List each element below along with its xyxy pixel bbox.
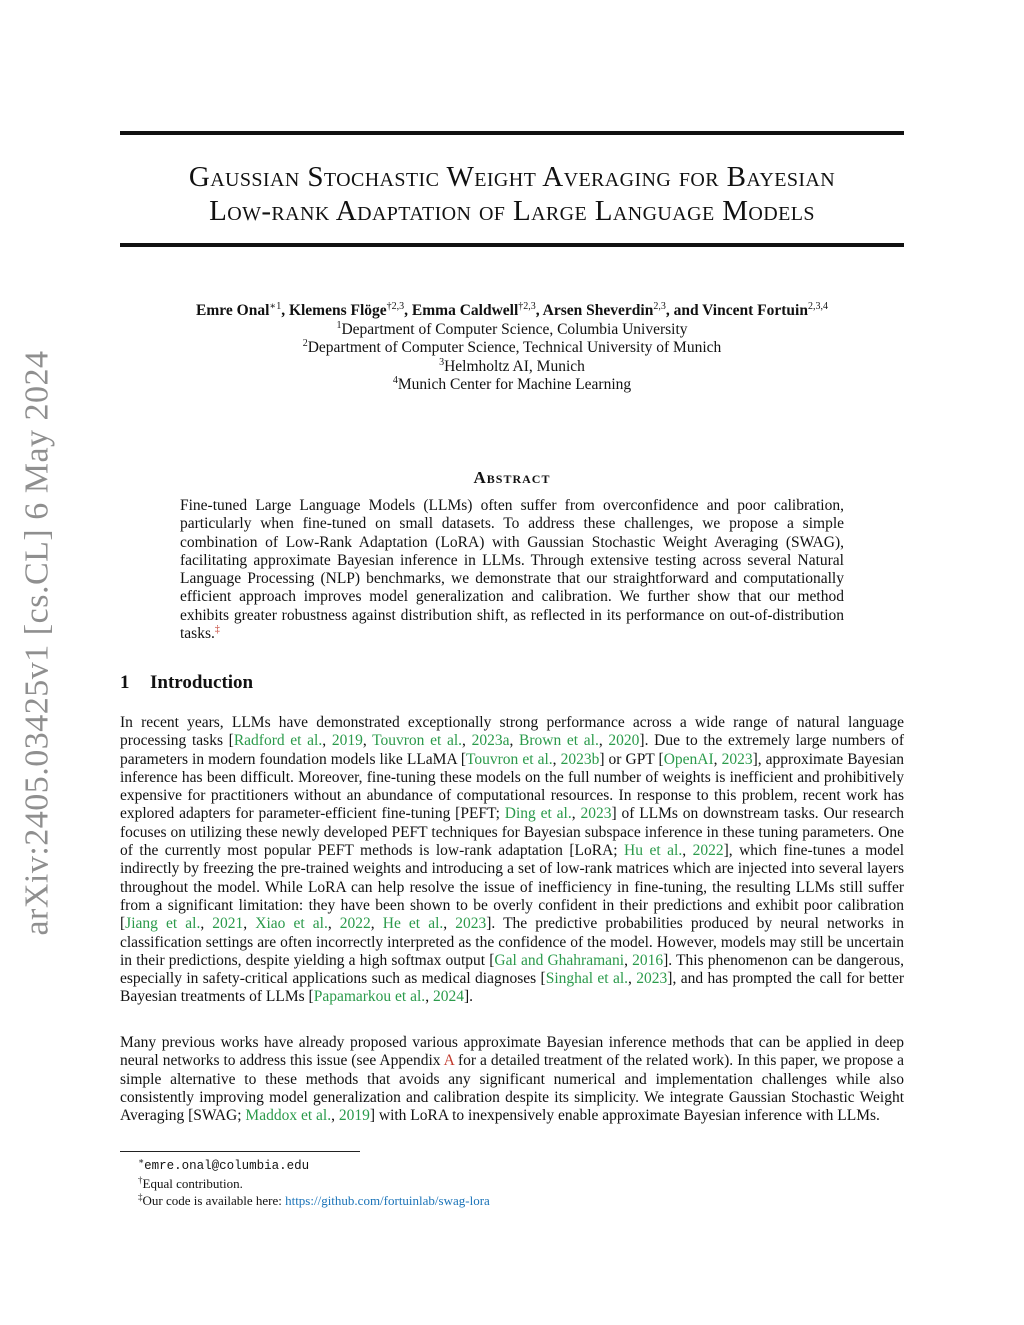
citation-link[interactable]: 2023 (580, 805, 612, 823)
body-text: for a detailed treatment of the related work). In this paper, we propose a simple alternative to these methods that avoids any significant numerical and implementation challenges while also consistently improving model generalization and calibration despite its simplicity. We integrate Gaussian Stochastic Weight Averaging [SWAG; (120, 1052, 904, 1125)
affiliation-name: Munich Center for Machine Learning (397, 376, 632, 393)
footnote-mark: ‡ (138, 1192, 143, 1202)
author-affiliation-mark: †2,3 (386, 301, 405, 312)
body-text: ], and has prompted the call for better Bayesian treatments of LLMs [ (120, 970, 904, 1006)
body-text: , (624, 951, 633, 969)
author-affiliation-mark: ∗1 (269, 301, 282, 312)
citation-link[interactable]: Ding et al. (504, 805, 572, 823)
citation-link[interactable]: 2024 (432, 988, 464, 1006)
footnote-equal (138, 1175, 898, 1192)
author-separator: , and (665, 302, 703, 319)
citation-link[interactable]: 2019 (331, 732, 363, 750)
body-text: , (628, 970, 637, 988)
author-affiliation-mark: 2,3 (653, 301, 666, 312)
body-text: , (322, 732, 332, 750)
section-title: Introduction (150, 672, 254, 693)
body-text: ]. The predictive probabilities produced by neural networks in classification settings are often incorrectly interpreted as the confidence of the model. However, models may still be uncertain in their predictions, despite yielding a high softmax output [ (120, 915, 905, 969)
paper-title (120, 160, 904, 228)
footnotes (138, 1156, 898, 1209)
author-list (120, 302, 904, 321)
author-name: Klemens Flöge (288, 302, 387, 319)
body-text: , (200, 915, 213, 933)
body-text: ]. (463, 988, 473, 1006)
footnote-divider (120, 1151, 360, 1152)
email-address: emre.onal@columbia.edu (144, 1159, 310, 1173)
body-text: , (598, 732, 609, 750)
body-text: , (713, 750, 722, 768)
code-repository-link[interactable]: https://github.com/fortuinlab/swag-lora (285, 1193, 490, 1208)
author-separator: , (535, 302, 543, 319)
affiliation-name: Department of Computer Science, Columbia University (341, 320, 688, 338)
title-rule-bottom (120, 243, 904, 247)
author-separator: , (404, 302, 412, 319)
arxiv-identifier[interactable]: arXiv:2405.03425v1 [cs.CL] 6 May 2024 (19, 349, 57, 936)
citation-link[interactable]: 2023 (636, 970, 668, 988)
citation-link[interactable]: 2020 (608, 732, 640, 750)
footnote-text: Our code is available here: (142, 1193, 286, 1208)
citation-link[interactable]: Jiang et al. (125, 915, 201, 933)
body-text: ], approximate Bayesian inference has been difficult. Moreover, fine-tuning these models on the full number of weights is inefficient and prohibitively expensive for practitioners without an abundance of computational resources. In response to this problem, recent work has explored adapters for parameter-efficient fine-tuning [PEFT; (120, 750, 905, 823)
affiliation-number: 4 (392, 375, 398, 386)
author-name: Arsen Sheverdin (542, 302, 654, 319)
body-text: ] or GPT [ (599, 750, 664, 768)
body-text: , (331, 1107, 339, 1125)
citation-link[interactable]: Singhal et al. (545, 970, 629, 988)
citation-link[interactable]: He et al. (382, 915, 444, 933)
body-text: ]. This phenomenon can be dangerous, especially in safety-critical applications such as medical diagnoses [ (120, 951, 904, 988)
body-text: , (443, 915, 456, 933)
affiliation-number: 3 (439, 356, 445, 368)
affiliation-2 (120, 339, 904, 358)
footnote-mark: † (138, 1175, 143, 1185)
abstract-footnote-mark[interactable]: ‡ (214, 624, 220, 636)
footnote-mark: ∗ (138, 1156, 145, 1166)
citation-link[interactable]: Brown et al. (519, 732, 599, 750)
affiliation-4 (120, 376, 904, 395)
author-affiliation-mark: 2,3,4 (807, 301, 828, 312)
citation-link[interactable]: Gal and Ghahramani (494, 951, 625, 969)
body-text: , (425, 988, 433, 1006)
intro-paragraph-2 (120, 1034, 904, 1125)
citation-link[interactable]: 2019 (338, 1107, 370, 1125)
citation-link[interactable]: Radford et al. (233, 732, 323, 750)
affiliation-1 (120, 321, 904, 340)
appendix-reference-link[interactable]: A (443, 1052, 454, 1070)
section-heading-introduction (120, 672, 253, 694)
title-line-2: Low-rank Adaptation of Large Language Models (209, 195, 815, 227)
citation-link[interactable]: Hu et al. (624, 842, 683, 860)
title-rule-top (120, 131, 904, 135)
section-number: 1 (120, 672, 130, 693)
affiliation-name: Department of Computer Science, Technical University of Munich (307, 339, 722, 356)
affiliation-list (120, 321, 904, 395)
citation-link[interactable]: 2023 (455, 915, 487, 933)
abstract-heading: Abstract (473, 468, 551, 487)
body-text: Many previous works have already proposed various approximate Bayesian inference methods that can be applied in deep neural networks to address this issue (see Appendix (120, 1034, 904, 1070)
body-text: , (362, 732, 373, 750)
footnote-code (138, 1192, 898, 1209)
body-text: In recent years, LLMs have demonstrated exceptionally strong performance across a wide range of natural language processing tasks [ (120, 714, 904, 750)
citation-link[interactable]: Papamarkou et al. (313, 988, 426, 1006)
body-text: , (370, 915, 383, 933)
affiliation-number: 1 (336, 319, 342, 331)
author-separator: , (281, 302, 289, 319)
citation-link[interactable]: 2023a (471, 732, 510, 750)
affiliation-3 (120, 358, 904, 377)
affiliation-number: 2 (302, 338, 308, 349)
author-name: Vincent Fortuin (702, 302, 808, 319)
author-affiliation-mark: †2,3 (518, 301, 536, 312)
citation-link[interactable]: OpenAI (663, 750, 714, 768)
citation-link[interactable]: 2016 (632, 951, 664, 969)
citation-link[interactable]: 2021 (212, 915, 244, 933)
footnote-text: Equal contribution. (142, 1176, 243, 1191)
citation-link[interactable]: Touvron et al. (466, 750, 553, 768)
body-text: ]. Due to the extremely large numbers of parameters in modern foundation models like LLaMA [ (120, 732, 905, 768)
body-text: , (243, 915, 256, 933)
arxiv-side-stamp (8, 349, 68, 936)
body-text: ] with LoRA to inexpensively enable approximate Bayesian inference with LLMs. (369, 1107, 880, 1125)
intro-paragraph-1 (120, 714, 904, 1007)
abstract-text (180, 497, 844, 643)
body-text: , (327, 915, 340, 933)
author-name: Emre Onal (196, 302, 270, 319)
body-text: ] of LLMs on downstream tasks. Our research focuses on utilizing these newly developed PEFT techniques for Bayesian subspace inference in these tuning parameters. One of the currently most popular PEFT methods is low-rank adaptation [LoRA; (120, 805, 905, 860)
body-text: , (552, 750, 561, 768)
citation-link[interactable]: 2022 (692, 842, 724, 860)
body-text: , (682, 842, 693, 860)
citation-link[interactable]: 2023 (721, 750, 753, 768)
body-text: ], which fine-tunes a model indirectly by freezing the pre-trained weights and introducing a set of low-rank matrices which are injected into several layers throughout the model. While LoRA can help resolve the issue of inefficiency in fine-tuning, the resulting LLMs still suffer from a significant limitation: they have been shown to be overly confident in their predictions and exhibit poor calibration [ (120, 842, 904, 933)
author-block (120, 302, 904, 395)
citation-link[interactable]: Xiao et al. (255, 915, 328, 933)
abstract-body-text: Fine-tuned Large Language Models (LLMs) often suffer from overconfidence and poor calibration, particularly when fine-tuned on small datasets. To address these challenges, we propose a simple combination of Low-Rank Adaptation (LoRA) with Gaussian Stochastic Weight Averaging (SWAG), facilitating approximate Bayesian inference in LLMs. Through extensive testing across several Natural Language Processing (NLP) benchmarks, we demonstrate that our straightforward and computationally efficient approach improves model generalization and calibration. We further show that our method exhibits greater robustness against distribution shift, as reflected in its performance on out-of-distribution tasks. (180, 497, 844, 643)
affiliation-name: Helmholtz AI, Munich (444, 357, 585, 375)
author-name: Emma Caldwell (411, 302, 519, 319)
citation-link[interactable]: 2022 (339, 915, 371, 933)
title-line-1: Gaussian Stochastic Weight Averaging for Bayesian (188, 161, 836, 193)
body-text: , (462, 732, 472, 750)
footnote-email (138, 1156, 898, 1175)
citation-link[interactable]: Maddox et al. (245, 1107, 332, 1125)
citation-link[interactable]: Touvron et al. (372, 732, 463, 750)
body-text: , (509, 732, 520, 750)
body-text: , (571, 805, 581, 823)
citation-link[interactable]: 2023b (560, 750, 600, 768)
